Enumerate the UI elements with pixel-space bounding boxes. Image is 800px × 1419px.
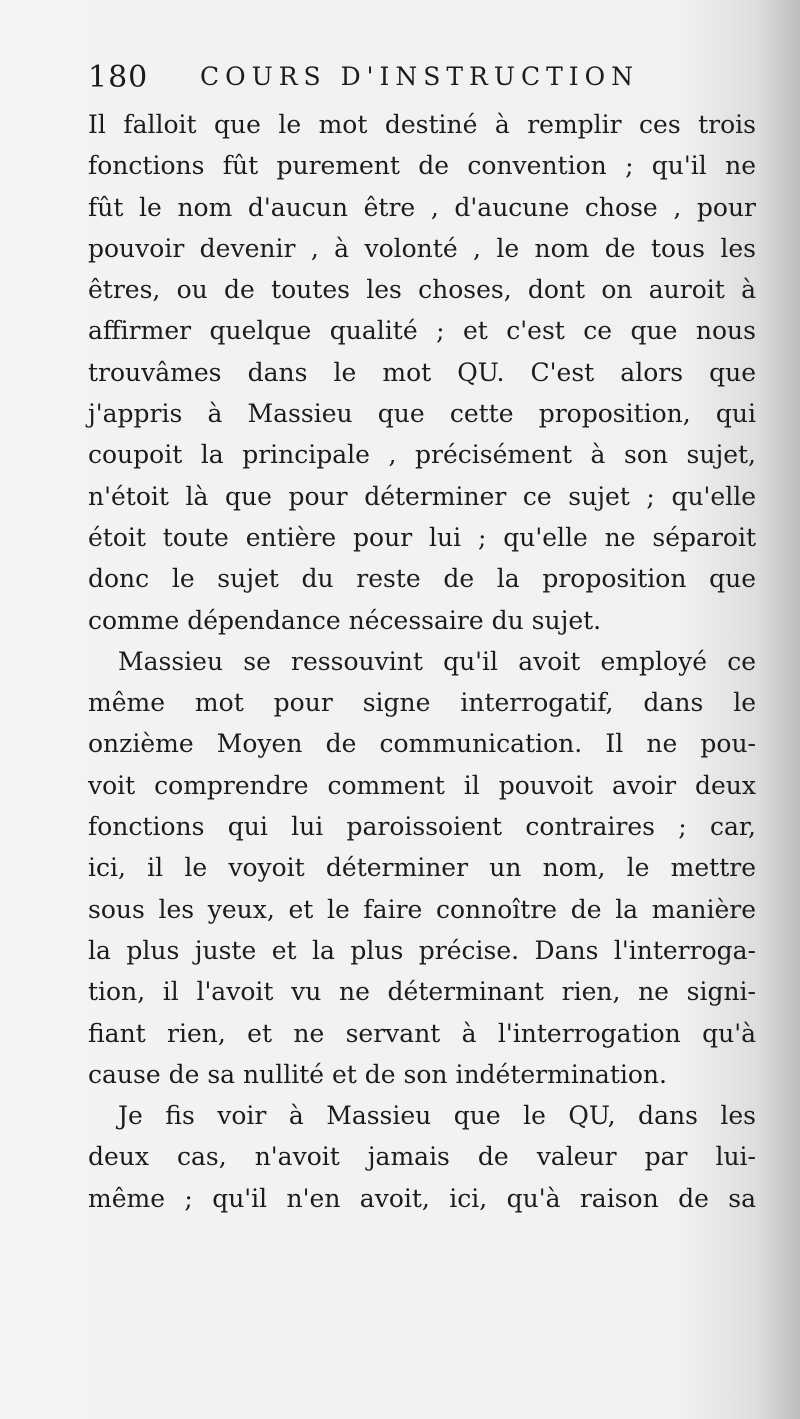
text-line: coupoit la principale , précisément à son sujet, [88, 440, 756, 470]
text-line: ici, il le voyoit déterminer un nom, le mettre [88, 853, 756, 883]
text-line: comme dépendance nécessaire du sujet. [88, 605, 602, 635]
text-line: même mot pour signe interrogatif, dans le [88, 688, 756, 718]
text-line: Massieu se ressouvint qu'il avoit employé ce [118, 646, 756, 676]
text-line: onzième Moyen de communication. Il ne pou- [88, 729, 756, 759]
text-line: tion, il l'avoit vu ne déterminant rien, ne signi- [88, 977, 756, 1007]
text-line: Il falloit que le mot destiné à remplir ces trois [88, 110, 756, 139]
text-line: étoit toute entière pour lui ; qu'elle ne séparoit [88, 522, 756, 552]
text-line: sous les yeux, et le faire connoître de la manière [88, 894, 756, 924]
page-header [88, 60, 748, 100]
text-line: êtres, ou de toutes les choses, dont on auroit à [88, 275, 756, 305]
text-line: fût le nom d'aucun être , d'aucune chose , pour [88, 192, 756, 222]
text-line: n'étoit là que pour déterminer ce sujet ; qu'elle [88, 481, 756, 511]
text-line: même ; qu'il n'en avoit, ici, qu'à raison de sa [88, 1183, 756, 1213]
text-line: trouvâmes dans le mot QU. C'est alors que [88, 357, 756, 387]
body-text [88, 104, 756, 1219]
text-line: Je fis voir à Massieu que le QU, dans les [118, 1101, 756, 1131]
text-line: deux cas, n'avoit jamais de valeur par lui- [88, 1142, 756, 1172]
running-title: COURS D'INSTRUCTION [200, 62, 639, 91]
text-line: cause de sa nullité et de son indétermination. [88, 1059, 667, 1089]
text-line: fiant rien, et ne servant à l'interrogation qu'à [88, 1018, 756, 1048]
text-line: fonctions qui lui paroissoient contraires ; car, [88, 812, 756, 842]
text-line: fonctions fût purement de convention ; qu'il ne [88, 151, 756, 181]
text-line: pouvoir devenir , à volonté , le nom de tous les [88, 233, 756, 263]
text-line: la plus juste et la plus précise. Dans l'interroga- [88, 935, 756, 965]
text-line: donc le sujet du reste de la proposition que [88, 564, 756, 594]
text-line: affirmer quelque qualité ; et c'est ce que nous [88, 316, 756, 346]
text-line: voit comprendre comment il pouvoit avoir deux [88, 770, 756, 800]
text-line: j'appris à Massieu que cette proposition, qui [88, 399, 756, 429]
page-number: 180 [88, 60, 149, 95]
